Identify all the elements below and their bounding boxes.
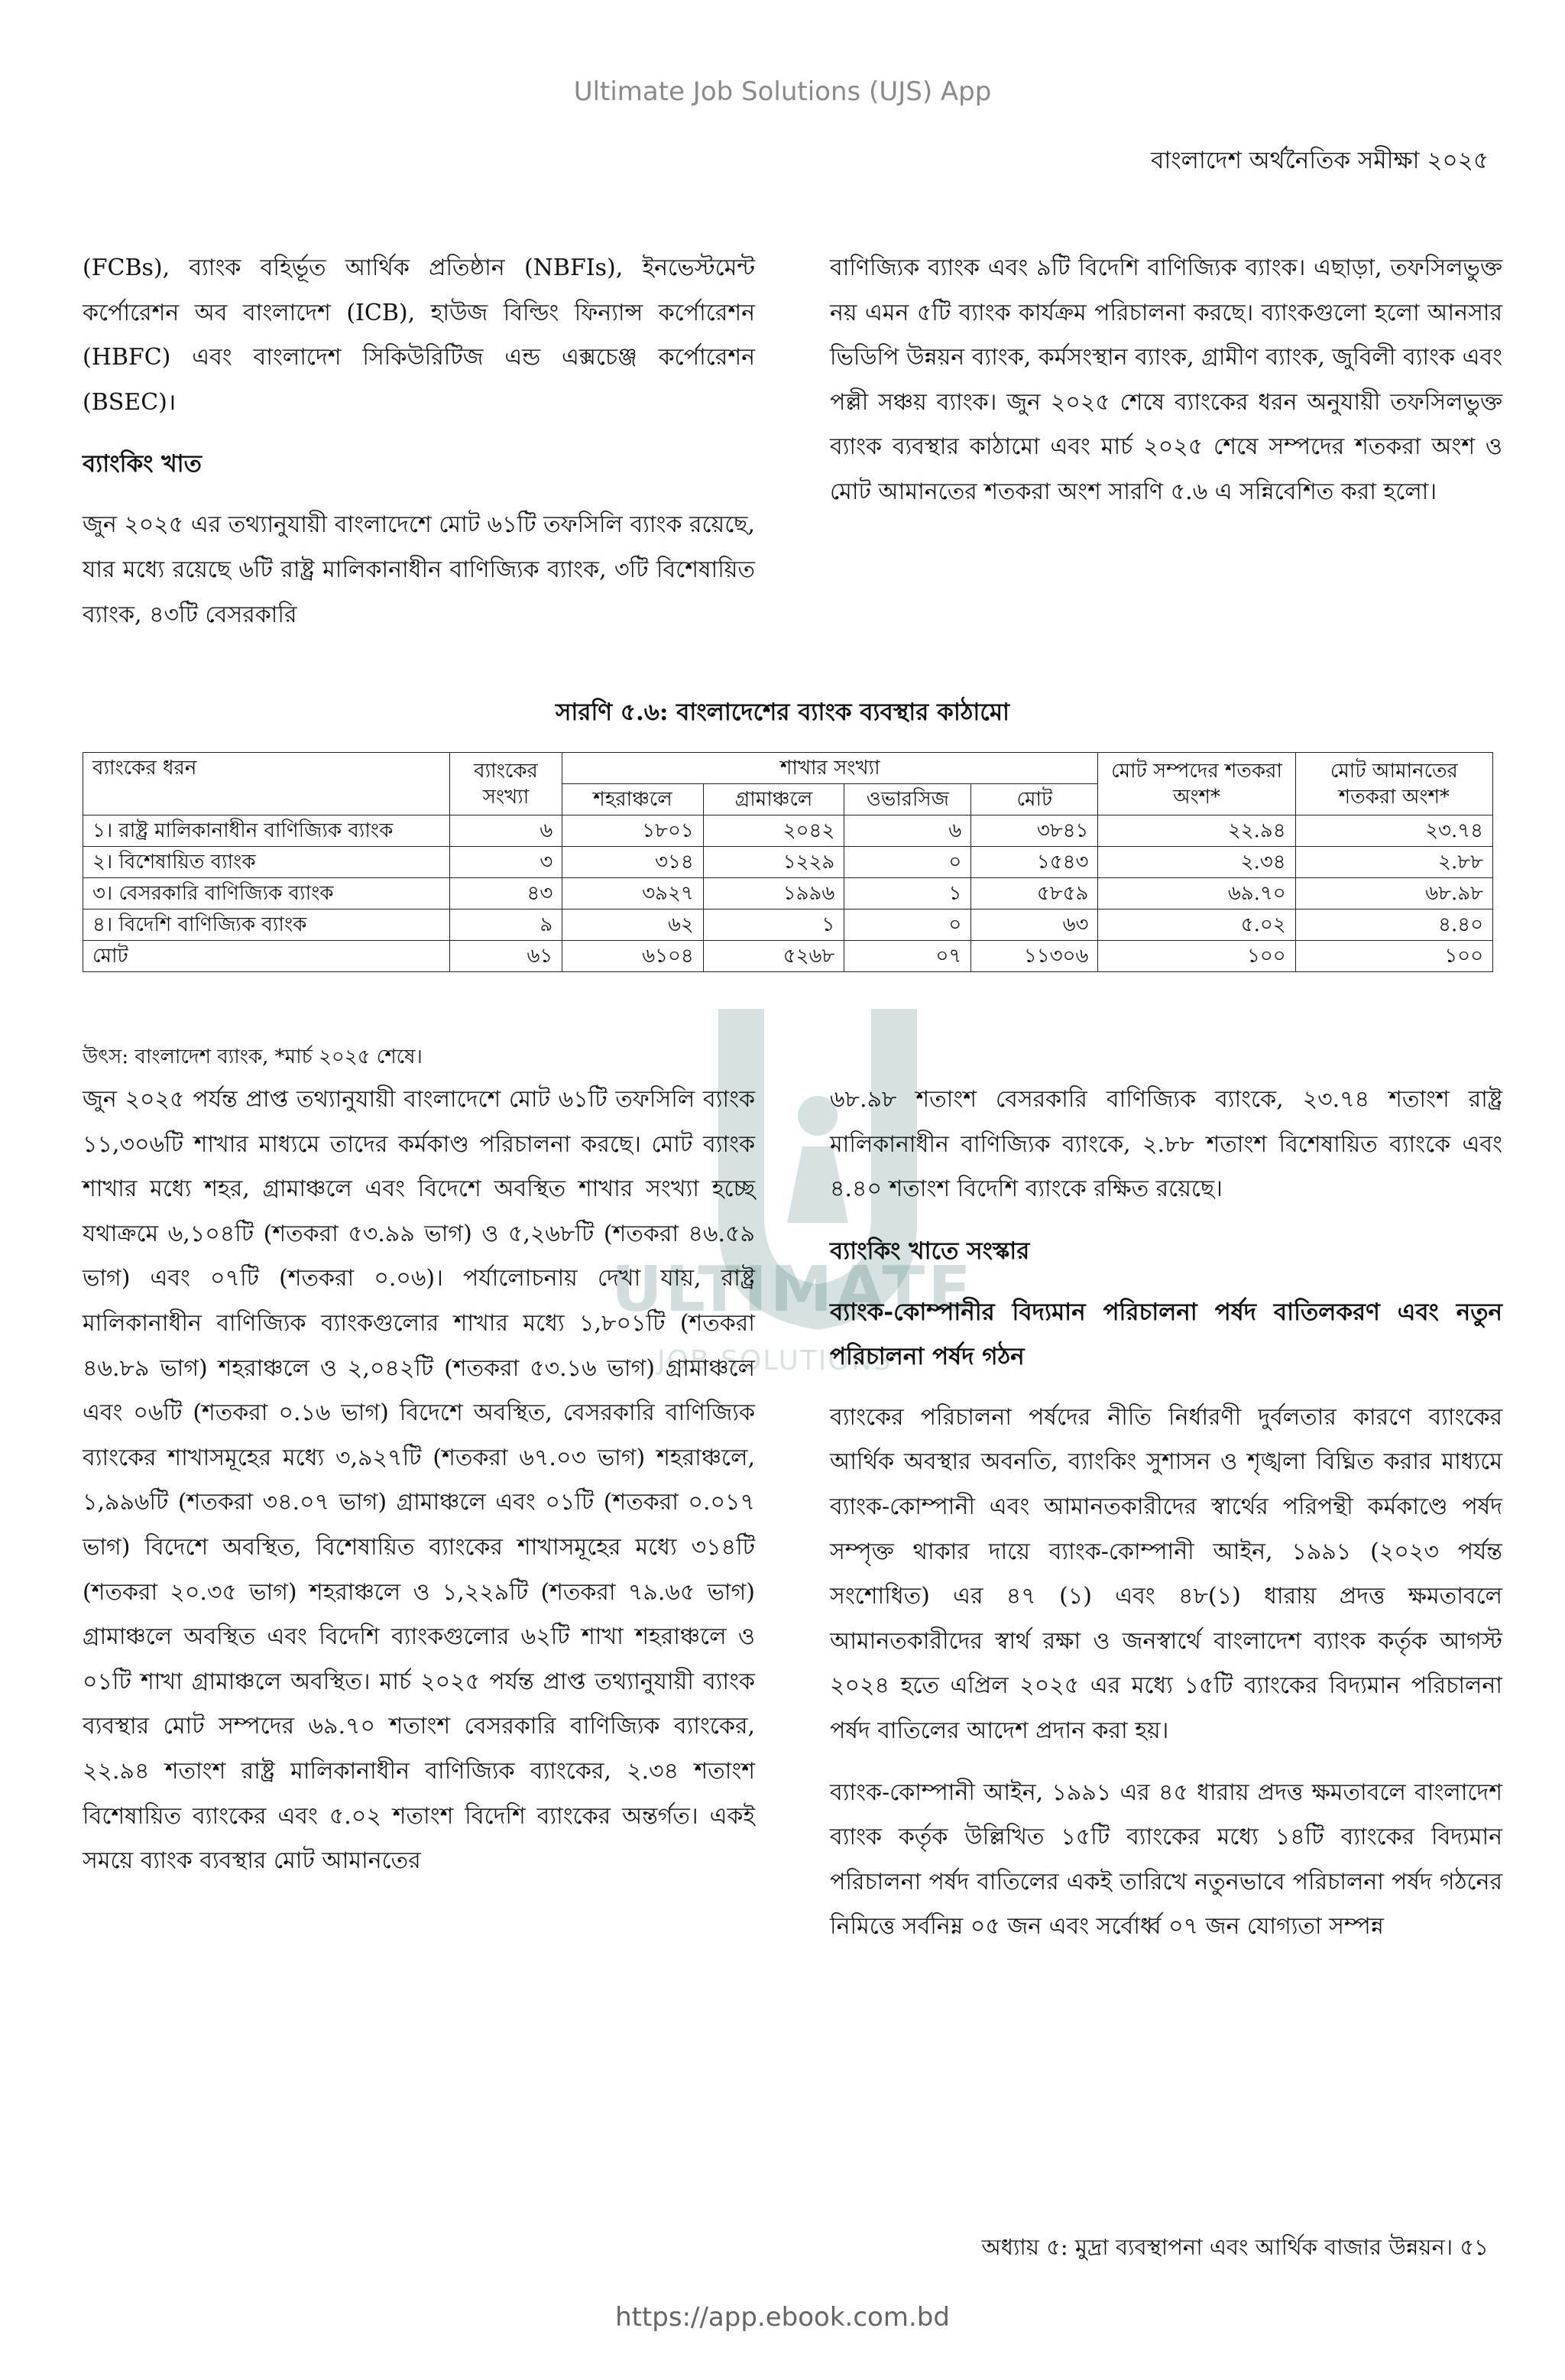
cell-count: ৩: [449, 847, 562, 878]
footer-chapter: অধ্যায় ৫: মুদ্রা ব্যবস্থাপনা এবং আর্থিক বাজার উন্নয়ন। ৫১: [981, 2234, 1489, 2260]
header-total: মোট: [971, 784, 1098, 815]
cell-rural: ১২২৯: [703, 847, 844, 878]
cell-deposits: ৪.৪০: [1295, 910, 1492, 941]
table-row: [83, 815, 1493, 847]
cell-type: ১। রাষ্ট্র মালিকানাধীন বাণিজ্যিক ব্যাংক: [83, 815, 450, 847]
cell-overseas: ০: [844, 847, 971, 878]
cell-overseas: ৬: [844, 815, 971, 847]
table-row: [83, 910, 1493, 941]
running-head: বাংলাদেশ অর্থনৈতিক সমীক্ষা ২০২৫: [1151, 147, 1489, 174]
cell-type: ২। বিশেষায়িত ব্যাংক: [83, 847, 450, 878]
header-deposits-share: মোট আমানতের শতকরা অংশ*: [1295, 753, 1492, 815]
cell-total: ১১৩০৬: [971, 941, 1098, 972]
cell-urban: ৬২: [562, 910, 704, 941]
header-assets-share: মোট সম্পদের শতকরা অংশ*: [1098, 753, 1295, 815]
cell-urban: ৬১০৪: [562, 941, 704, 972]
left-top-column: [83, 246, 755, 637]
cell-rural: ১৯৯৬: [703, 878, 844, 910]
header-bank-count: ব্যাংকের সংখ্যা: [449, 753, 562, 815]
cell-assets: ২.৩৪: [1098, 847, 1295, 878]
table-row: [83, 878, 1493, 910]
paragraph: বাণিজ্যিক ব্যাংক এবং ৯টি বিদেশি বাণিজ্যিক ব্যাংক। এছাড়া, তফসিলভুক্ত নয় এমন ৫টি ব্যাংক কার্যক্রম পরিচালনা করছে। ব্যাংকগুলো হলো আনসার ভিডিপি উন্নয়ন ব্যাংক, কর্মসংস্থান ব্যাংক, গ্রামীণ ব্যাংক, জুবিলী ব্যাংক এবং পল্লী সঞ্চয় ব্যাংক। জুন ২০২৫ শেষে ব্যাংকের ধরন অনুযায়ী তফসিলভুক্ত ব্যাংক ব্যবস্থার কাঠামো এবং মার্চ ২০২৫ শেষে সম্পদের শতকরা অংশ ও মোট আমানতের শতকরা অংশ সারণি ৫.৬ এ সন্নিবেশিত করা হলো।: [830, 255, 1502, 505]
cell-rural: ৫২৬৮: [703, 941, 844, 972]
section-heading-reform: ব্যাংকিং খাতে সংস্কার: [830, 1237, 1030, 1265]
cell-count: ৬: [449, 815, 562, 847]
paragraph: জুন ২০২৫ পর্যন্ত প্রাপ্ত তথ্যানুযায়ী বাংলাদেশে মোট ৬১টি তফসিলি ব্যাংক ১১,৩০৬টি শাখার মাধ্যমে তাদের কর্মকাণ্ড পরিচালনা করছে। মোট ব্যাংক শাখার মধ্যে শহর, গ্রামাঞ্চলে এবং বিদেশে অবস্থিত শাখার সংখ্যা হচ্ছে যথাক্রমে ৬,১০৪টি (শতকরা ৫৩.৯৯ ভাগ) ও ৫,২৬৮টি (শতকরা ৪৬.৫৯ ভাগ) এবং ০৭টি (শতকরা ০.০৬)। পর্যালোচনায় দেখা যায়, রাষ্ট্র মালিকানাধীন বাণিজ্যিক ব্যাংকগুলোর শাখার মধ্যে ১,৮০১টি (শতকরা ৪৬.৮৯ ভাগ) শহরাঞ্চলে ও ২,০৪২টি (শতকরা ৫৩.১৬ ভাগ) গ্রামাঞ্চলে এবং ০৬টি (শতকরা ০.১৬ ভাগ) বিদেশে অবস্থিত, বেসরকারি বাণিজ্যিক ব্যাংকের শাখাসমূহের মধ্যে ৩,৯২৭টি (শতকরা ৬৭.০৩ ভাগ) শহরাঞ্চলে, ১,৯৯৬টি (শতকরা ৩৪.০৭ ভাগ) গ্রামাঞ্চলে এবং ০১টি (শতকরা ০.০১৭ ভাগ) বিদেশে অবস্থিত, বিশেষায়িত ব্যাংকের শাখাসমূহের মধ্যে ৩১৪টি (শতকরা ২০.৩৫ ভাগ) শহরাঞ্চলে ও ১,২২৯টি (শতকরা ৭৯.৬৫ ভাগ) গ্রামাঞ্চলে অবস্থিত এবং বিদেশি ব্যাংকগুলোর ৬২টি শাখা শহরাঞ্চলে ও ০১টি শাখা গ্রামাঞ্চলে অবস্থিত। মার্চ ২০২৫ পর্যন্ত প্রাপ্ত তথ্যানুযায়ী ব্যাংক ব্যবস্থার মোট সম্পদের ৬৯.৭০ শতাংশ বেসরকারি বাণিজ্যিক ব্যাংকের, ২২.৯৪ শতাংশ রাষ্ট্র মালিকানাধীন বাণিজ্যিক ব্যাংকের, ২.৩৪ শতাংশ বিশেষায়িত ব্যাংকের এবং ৫.০২ শতাংশ বিদেশি ব্যাংকের অন্তর্গত। একই সময়ে ব্যাংক ব্যবস্থার মোট আমানতের: [83, 1086, 755, 1875]
cell-type: ৪। বিদেশি বাণিজ্যিক ব্যাংক: [83, 910, 450, 941]
cell-total: ৬৩: [971, 910, 1098, 941]
cell-assets: ৬৯.৭০: [1098, 878, 1295, 910]
section-heading-banking: ব্যাংকিং খাত: [83, 450, 202, 478]
cell-count: ৬১: [449, 941, 562, 972]
cell-deposits: ২৩.৭৪: [1295, 815, 1492, 847]
cell-urban: ৩৯২৭: [562, 878, 704, 910]
header-urban: শহরাঞ্চলে: [562, 784, 704, 815]
header-bank-type: ব্যাংকের ধরন: [83, 753, 450, 815]
paragraph: ব্যাংক-কোম্পানী আইন, ১৯৯১ এর ৪৫ ধারায় প্রদত্ত ক্ষমতাবলে বাংলাদেশ ব্যাংক কর্তৃক উল্লিখিত ১৫টি ব্যাংকের মধ্যে ১৪টি ব্যাংকের বিদ্যমান পরিচালনা পর্ষদ বাতিলের একই তারিখে নতুনভাবে পরিচালনা পর্ষদ গঠনের নিমিত্তে সর্বনিম্ন ০৫ জন এবং সর্বোর্ধ্ব ০৭ জন যোগ্যতা সম্পন্ন: [830, 1779, 1502, 1941]
table-row-total: [83, 941, 1493, 972]
paragraph: ব্যাংকের পরিচালনা পর্ষদের নীতি নির্ধারণী দুর্বলতার কারণে ব্যাংকের আর্থিক অবস্থার অবনতি, ব্যাংকিং সুশাসন ও শৃঙ্খলা বিঘ্নিত করার মাধ্যমে ব্যাংক-কোম্পানী এবং আমানতকারীদের স্বার্থের পরিপন্থী কর্মকাণ্ডে পর্ষদ সম্পৃক্ত থাকার দায়ে ব্যাংক-কোম্পানী আইন, ১৯৯১ (২০২৩ পর্যন্ত সংশোধিত) এর ৪৭ (১) এবং ৪৮(১) ধারায় প্রদত্ত ক্ষমতাবলে আমানতকারীদের স্বার্থ রক্ষা ও জনস্বার্থে বাংলাদেশ ব্যাংক কর্তৃক আগস্ট ২০২৪ হতে এপ্রিল ২০২৫ এর মধ্যে ১৫টি ব্যাংকের বিদ্যমান পরিচালনা পর্ষদ বাতিলের আদেশ প্রদান করা হয়।: [830, 1403, 1502, 1744]
header-rural: গ্রামাঞ্চলে: [703, 784, 844, 815]
paragraph: ৬৮.৯৮ শতাংশ বেসরকারি বাণিজ্যিক ব্যাংকে, ২৩.৭৪ শতাংশ রাষ্ট্র মালিকানাধীন বাণিজ্যিক ব্যাংকে, ২.৮৮ শতাংশ বিশেষায়িত ব্যাংকে এবং ৪.৪০ শতাংশ বিদেশি ব্যাংকে রক্ষিত রয়েছে।: [830, 1086, 1502, 1203]
cell-overseas: ০৭: [844, 941, 971, 972]
cell-count: ৯: [449, 910, 562, 941]
cell-deposits: ৬৮.৯৮: [1295, 878, 1492, 910]
watermark-title: ULTIMATE: [611, 1253, 974, 1326]
right-top-column: [830, 246, 1502, 515]
cell-overseas: ১: [844, 878, 971, 910]
cell-assets: ২২.৯৪: [1098, 815, 1295, 847]
cell-rural: ১: [703, 910, 844, 941]
footer-url-link[interactable]: https://app.ebook.com.bd: [615, 2302, 950, 2333]
cell-total: ৩৮৪১: [971, 815, 1098, 847]
cell-deposits: ২.৮৮: [1295, 847, 1492, 878]
paragraph: জুন ২০২৫ এর তথ্যানুযায়ী বাংলাদেশে মোট ৬১টি তফসিলি ব্যাংক রয়েছে, যার মধ্যে রয়েছে ৬টি রাষ্ট্র মালিকানাধীন বাণিজ্যিক ব্যাংক, ৩টি বিশেষায়িত ব্যাংক, ৪৩টি বেসরকারি: [83, 511, 755, 628]
left-bottom-column: [83, 1078, 755, 1884]
table-caption: সারণি ৫.৬: বাংলাদেশের ব্যাংক ব্যবস্থার কাঠামো: [555, 699, 1010, 726]
watermark-subtitle: JOB SOLUTIONS: [657, 1345, 893, 1376]
header-overseas: ওভারসিজ: [844, 784, 971, 815]
header-branches: শাখার সংখ্যা: [562, 753, 1098, 784]
paragraph: (FCBs), ব্যাংক বহির্ভূত আর্থিক প্রতিষ্ঠান (NBFIs), ইনভেস্টমেন্ট কর্পোরেশন অব বাংলাদেশ (ICB), হাউজ বিল্ডিং ফিন্যান্স কর্পোরেশন (HBFC) এবং বাংলাদেশ সিকিউরিটিজ এন্ড এক্সচেঞ্জ কর্পোরেশন (BSEC)।: [83, 255, 755, 416]
table-row: [83, 847, 1493, 878]
subsection-heading-board: ব্যাংক-কোম্পানীর বিদ্যমান পরিচালনা পর্ষদ বাতিলকরণ এবং নতুন পরিচালনা পর্ষদ গঠন: [830, 1298, 1502, 1370]
cell-urban: ৩১৪: [562, 847, 704, 878]
cell-assets: ৫.০২: [1098, 910, 1295, 941]
app-name-header: Ultimate Job Solutions (UJS) App: [573, 76, 992, 107]
cell-total: ১৫৪৩: [971, 847, 1098, 878]
right-bottom-column: [830, 1078, 1502, 1950]
cell-total: ৫৮৫৯: [971, 878, 1098, 910]
table-source-note: উৎস: বাংলাদেশ ব্যাংক, *মার্চ ২০২৫ শেষে।: [83, 1046, 423, 1068]
cell-type: মোট: [83, 941, 450, 972]
bank-structure-table: [83, 752, 1493, 972]
cell-count: ৪৩: [449, 878, 562, 910]
cell-assets: ১০০: [1098, 941, 1295, 972]
cell-urban: ১৮০১: [562, 815, 704, 847]
cell-type: ৩। বেসরকারি বাণিজ্যিক ব্যাংক: [83, 878, 450, 910]
cell-deposits: ১০০: [1295, 941, 1492, 972]
cell-rural: ২০৪২: [703, 815, 844, 847]
cell-overseas: ০: [844, 910, 971, 941]
